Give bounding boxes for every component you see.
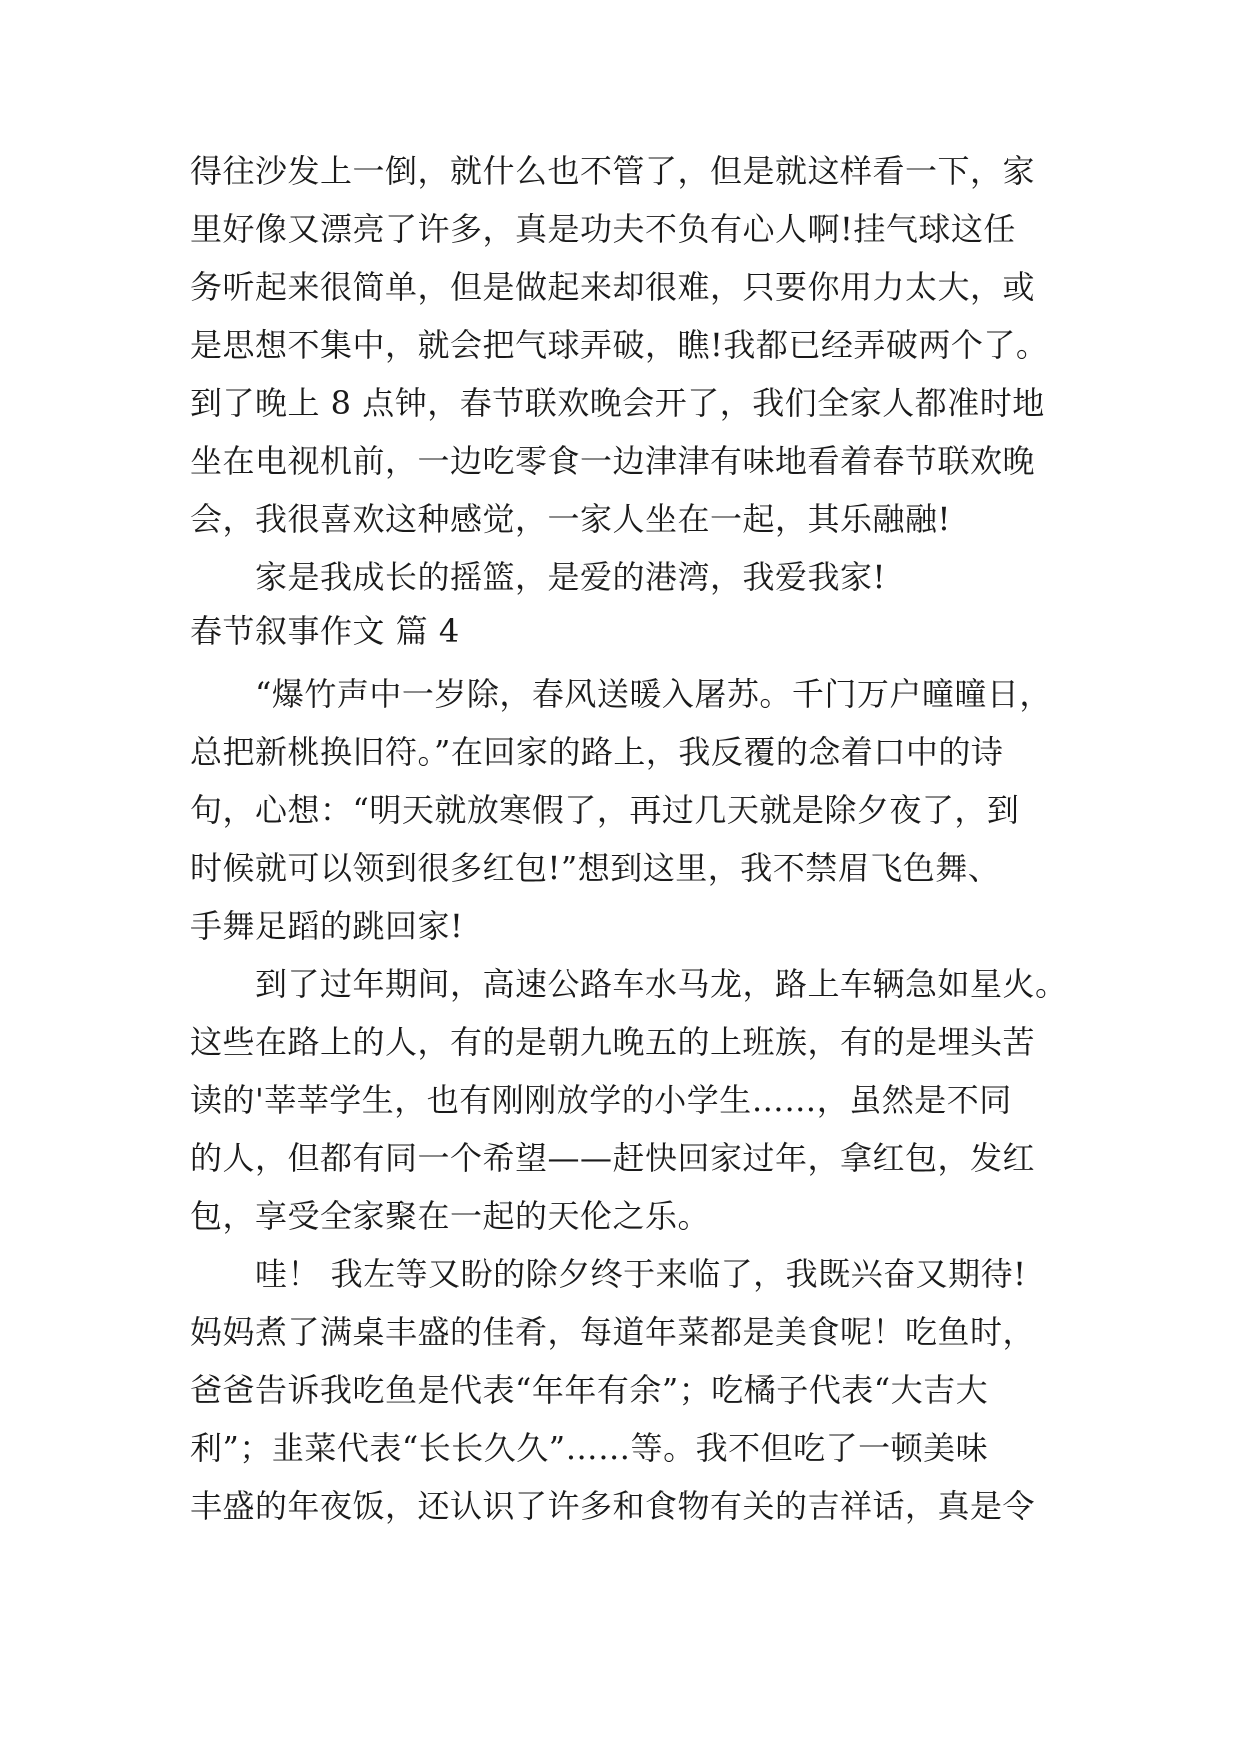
paragraph-line: “爆竹声中一岁除，春风送暖入屠苏。千门万户曈曈日，	[255, 675, 1052, 713]
paragraph-line: 读的'莘莘学生，也有刚刚放学的小学生……，虽然是不同	[190, 1081, 1012, 1119]
paragraph-line: 坐在电视机前，一边吃零食一边津津有味地看着春节联欢晚	[190, 442, 1036, 480]
paragraph-line: 到了过年期间，高速公路车水马龙，路上车辆急如星火。	[255, 965, 1068, 1003]
paragraph-line: 到了晚上 8 点钟，春节联欢晚会开了，我们全家人都准时地	[190, 384, 1045, 422]
paragraph-line: 这些在路上的人，有的是朝九晚五的上班族，有的是埋头苦	[190, 1023, 1036, 1061]
paragraph-line: 哇！ 我左等又盼的除夕终于来临了，我既兴奋又期待!	[255, 1255, 1027, 1293]
paragraph-line: 家是我成长的摇篮，是爱的港湾，我爱我家!	[255, 558, 886, 596]
paragraph-line: 爸爸告诉我吃鱼是代表“年年有余”；吃橘子代表“大吉大	[190, 1371, 989, 1409]
paragraph-line: 妈妈煮了满桌丰盛的佳肴，每道年菜都是美食呢！吃鱼时，	[190, 1313, 1036, 1351]
paragraph-line: 句，心想：“明天就放寒假了，再过几天就是除夕夜了，到	[190, 791, 1020, 829]
paragraph-line: 丰盛的年夜饭，还认识了许多和食物有关的吉祥话，真是令	[190, 1487, 1036, 1525]
paragraph-line: 是思想不集中，就会把气球弄破，瞧!我都已经弄破两个了。	[190, 326, 1049, 364]
paragraph-line: 时候就可以领到很多红包!”想到这里，我不禁眉飞色舞、	[190, 849, 1001, 887]
paragraph-line: 会，我很喜欢这种感觉，一家人坐在一起，其乐融融!	[190, 500, 951, 538]
paragraph-line: 包，享受全家聚在一起的天伦之乐。	[190, 1197, 711, 1235]
section-heading: 春节叙事作文 篇 4	[190, 612, 460, 650]
paragraph-line: 里好像又漂亮了许多，真是功夫不负有心人啊!挂气球这任	[190, 210, 1016, 248]
paragraph-line: 手舞足蹈的跳回家!	[190, 907, 464, 945]
paragraph-line: 总把新桃换旧符。”在回家的路上，我反覆的念着口中的诗	[190, 733, 1004, 771]
paragraph-line: 务听起来很简单，但是做起来却很难，只要你用力太大，或	[190, 268, 1036, 306]
paragraph-line: 的人，但都有同一个希望——赶快回家过年，拿红包，发红	[190, 1139, 1036, 1177]
paragraph-line: 利”；韭菜代表“长长久久”……等。我不但吃了一顿美味	[190, 1429, 989, 1467]
paragraph-line: 得往沙发上一倒，就什么也不管了，但是就这样看一下，家	[190, 152, 1036, 190]
